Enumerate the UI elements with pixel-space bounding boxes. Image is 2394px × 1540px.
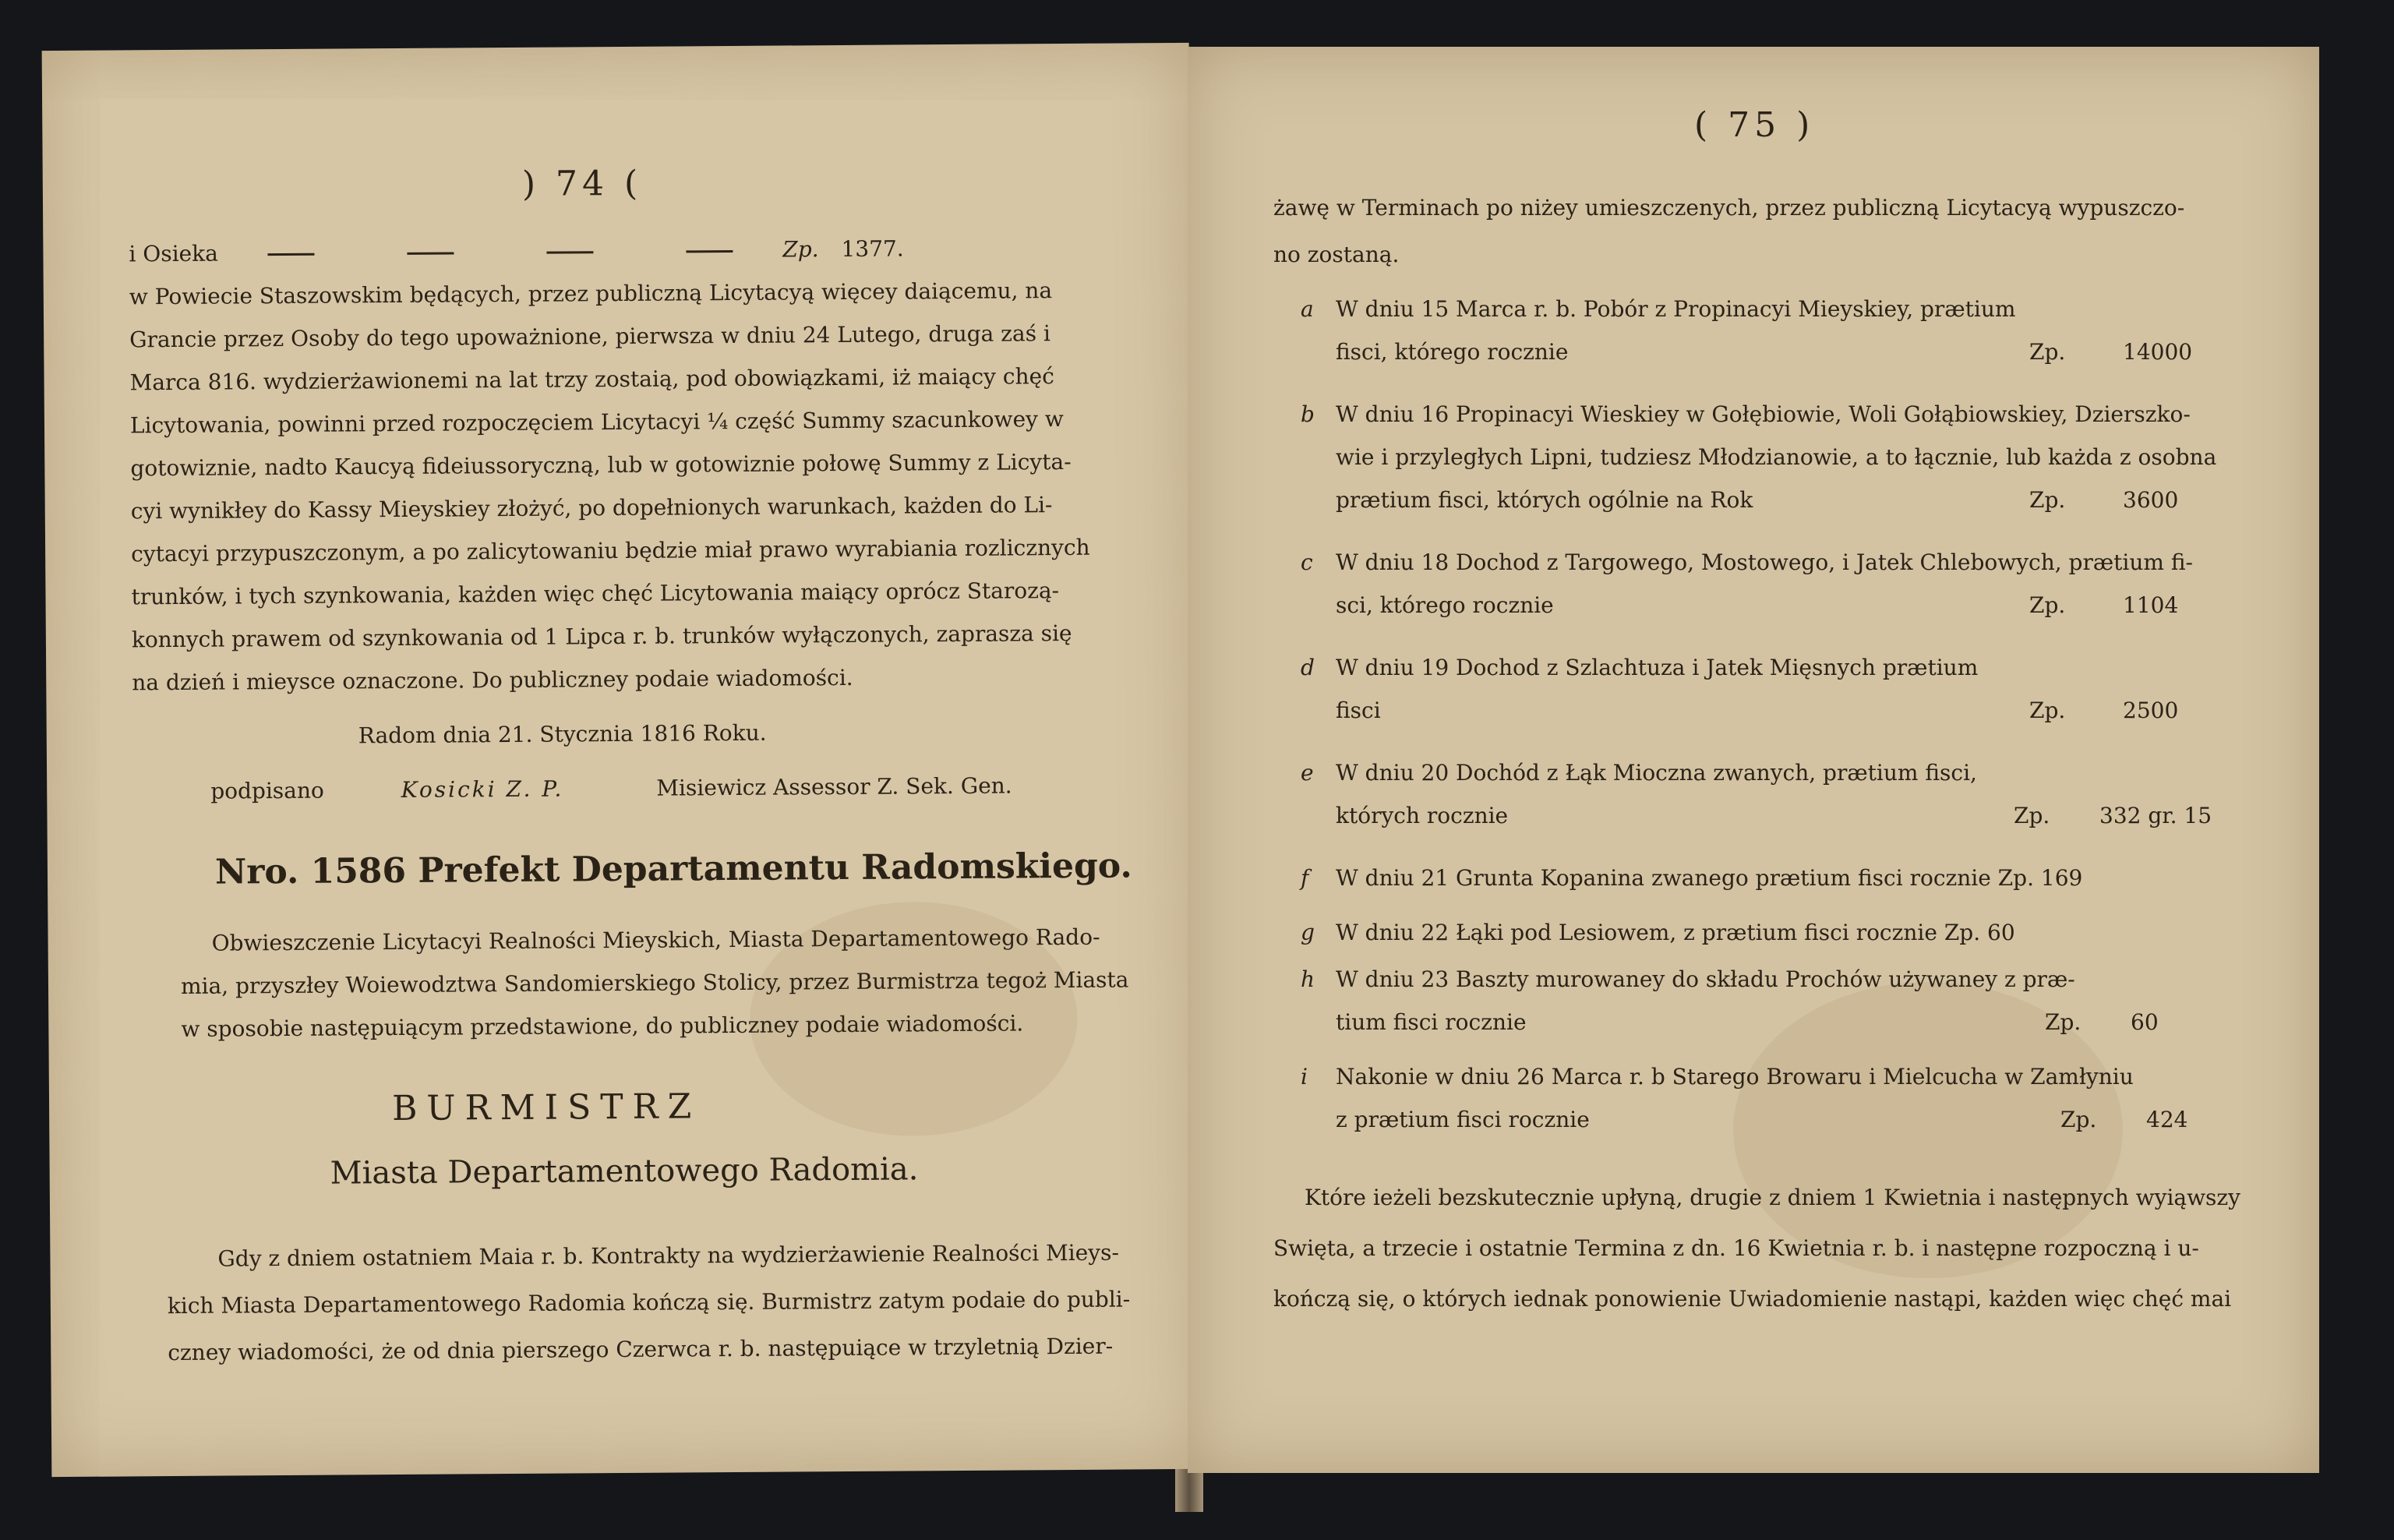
entry-amount: 2500	[2123, 698, 2179, 723]
notice-line-1: Obwieszczenie Licytacyi Realności Mieyskich, Miasta Departamentowego Rado-	[211, 924, 1100, 956]
para2-line-2: kich Miasta Departamentowego Radomia kończą się. Burmistrz zatym podaie do publi-	[167, 1286, 1131, 1319]
entry-line: W dniu 15 Marca r. b. Pobór z Propinacyi Mieyskiey, prætium	[1336, 296, 2016, 322]
first-entry-line	[129, 235, 903, 267]
para1-line-7: cytacyi przypuszczonym, a po zalicytowaniu będzie miał prawo wyrabiania rozlicznych	[131, 534, 1090, 567]
entry-currency: Zp.	[2029, 698, 2066, 723]
entry-amount: 332 gr. 15	[2099, 803, 2212, 828]
title-burmistrz: BURMISTRZ	[391, 1086, 701, 1129]
entry-line: z prætium fisci rocznie	[1336, 1107, 1590, 1132]
entry-letter: h	[1301, 966, 1315, 992]
page-number-left: ) 74 (	[521, 163, 643, 204]
closing-line-2: Swięta, a trzecie i ostatnie Termina z dn. 16 Kwietnia r. b. i następne rozpoczną i u-	[1273, 1235, 2199, 1261]
entry-line: fisci, którego rocznie	[1336, 339, 1569, 365]
right-page	[1188, 47, 2319, 1473]
entry-line: których rocznie	[1336, 803, 1509, 828]
entry-line: tium fisci rocznie	[1336, 1009, 1527, 1035]
entry-line: W dniu 21 Grunta Kopanina zwanego prætium fisci rocznie Zp. 169	[1336, 865, 2083, 891]
para1-line-2: Grancie przez Osoby do tego upoważnione, pierwsza w dniu 24 Lutego, druga zaś i	[129, 320, 1050, 353]
signed-assessor: Misiewicz Assessor Z. Sek. Gen.	[656, 772, 1012, 801]
entry-letter: c	[1301, 549, 1313, 575]
notice-line-2: mia, przyszłey Woiewodztwa Sandomierskiego Stolicy, przez Burmistrza tegoż Miasta	[180, 966, 1129, 999]
para2-line-1: Gdy z dniem ostatniem Maia r. b. Kontrakty na wydzierżawienie Realności Mieys-	[217, 1239, 1119, 1272]
dash-separator	[686, 250, 733, 253]
first-entry-currency: Zp.	[782, 236, 819, 263]
signed-label: podpisano	[210, 777, 324, 804]
intro-line-1: żawę w Terminach po niżey umieszczenych, przez publiczną Licytacyą wypuszczo-	[1273, 195, 2185, 221]
entry-letter: f	[1301, 865, 1309, 891]
entry-letter: b	[1301, 401, 1315, 427]
section-heading: Nro. 1586 Prefekt Departamentu Radomskiego.	[214, 846, 1132, 892]
entry-letter: g	[1301, 920, 1315, 945]
entry-line: W dniu 22 Łąki pod Lesiowem, z prætium fisci rocznie Zp. 60	[1336, 920, 2015, 945]
dash-separator	[408, 252, 454, 254]
entry-amount: 424	[2146, 1107, 2188, 1132]
closing-line-3: kończą się, o których iednak ponowienie Uwiadomienie nastąpi, każden więc chęć mai	[1273, 1286, 2232, 1312]
first-entry-name: i Osieka	[129, 240, 218, 267]
signature-line	[210, 772, 1012, 804]
title-city: Miasta Departamentowego Radomia.	[330, 1151, 919, 1192]
entry-line: W dniu 16 Propinacyi Wieskiey w Gołębiowie, Woli Gołąbiowskiey, Dzierszko-	[1336, 401, 2191, 427]
entry-amount: 60	[2131, 1009, 2159, 1035]
first-entry-amount: 1377.	[841, 235, 904, 263]
entry-amount: 14000	[2123, 339, 2193, 365]
entry-line: W dniu 18 Dochod z Targowego, Mostowego, i Jatek Chlebowych, prætium fi-	[1336, 549, 2193, 575]
entry-letter: a	[1301, 296, 1314, 322]
entry-currency: Zp.	[2029, 339, 2066, 365]
para1-line-1: w Powiecie Staszowskim będących, przez publiczną Licytacyą więcey daiącemu, na	[129, 277, 1053, 310]
entry-letter: i	[1301, 1064, 1308, 1090]
para1-line-4: Licytowania, powinni przed rozpoczęciem Licytacyi ¼ część Summy szacunkowey w	[129, 406, 1064, 439]
notice-line-3: w sposobie następuiącym przedstawione, do publiczney podaie wiadomości.	[181, 1010, 1024, 1042]
dash-separator	[268, 253, 315, 256]
date-line: Radom dnia 21. Stycznia 1816 Roku.	[358, 719, 767, 749]
entry-currency: Zp.	[2029, 487, 2066, 513]
entry-letter: d	[1301, 655, 1315, 680]
entry-currency: Zp.	[2014, 803, 2050, 828]
entry-letter: e	[1301, 760, 1314, 786]
para1-line-8: trunków, i tych szynkowania, każden więc chęć Licytowania maiący oprócz Starozą-	[131, 578, 1060, 610]
entry-amount: 3600	[2123, 487, 2179, 513]
para1-line-10: na dzień i mieysce oznaczone. Do publiczney podaie wiadomości.	[132, 664, 853, 696]
entry-line: wie i przyległych Lipni, tudziesz Młodzianowie, a to łącznie, lub każda z osobna	[1336, 444, 2217, 470]
para2-line-3: czney wiadomości, że od dnia pierszego Czerwca r. b. następuiące w trzyletnią Dzier-	[168, 1333, 1114, 1366]
entry-currency: Zp.	[2060, 1107, 2097, 1132]
entry-line: Nakonie w dniu 26 Marca r. b Starego Browaru i Mielcucha w Zamłyniu	[1336, 1064, 2134, 1090]
entry-amount: 1104	[2123, 592, 2179, 618]
para1-line-5: gotowiznie, nadto Kaucyą fideiussoryczną, lub w gotowiznie połowę Summy z Licyta-	[130, 448, 1072, 482]
entry-line: prætium fisci, których ogólnie na Rok	[1336, 487, 1753, 513]
entry-currency: Zp.	[2045, 1009, 2082, 1035]
page-number-right: ( 75 )	[1694, 105, 1815, 145]
entry-line: fisci	[1336, 698, 1381, 723]
para1-line-9: konnych prawem od szynkowania od 1 Lipca r. b. trunków wyłączonych, zaprasza się	[131, 620, 1072, 653]
para1-line-6: cyi wynikłey do Kassy Mieyskiey złożyć, po dopełnionych warunkach, każden do Li-	[130, 492, 1053, 525]
closing-line-1: Które ieżeli bezskutecznie upłyną, drugie z dniem 1 Kwietnia i następnych wyiąwszy	[1305, 1185, 2240, 1210]
dash-separator	[547, 251, 594, 253]
entry-line: W dniu 20 Dochód z Łąk Mioczna zwanych, prætium fisci,	[1336, 760, 1977, 786]
entry-line: sci, którego rocznie	[1336, 592, 1554, 618]
signed-name: Kosicki Z. P.	[401, 775, 564, 803]
intro-line-2: no zostaną.	[1273, 242, 1400, 267]
para1-line-3: Marca 816. wydzierżawionemi na lat trzy zostaią, pod obowiązkami, iż maiący chęć	[129, 363, 1054, 396]
left-page	[42, 43, 1199, 1477]
entry-line: W dniu 23 Baszty murowaney do składu Prochów używaney z præ-	[1336, 966, 2075, 992]
entry-line: W dniu 19 Dochod z Szlachtuza i Jatek Mięsnych prætium	[1336, 655, 1979, 680]
entry-currency: Zp.	[2029, 592, 2066, 618]
